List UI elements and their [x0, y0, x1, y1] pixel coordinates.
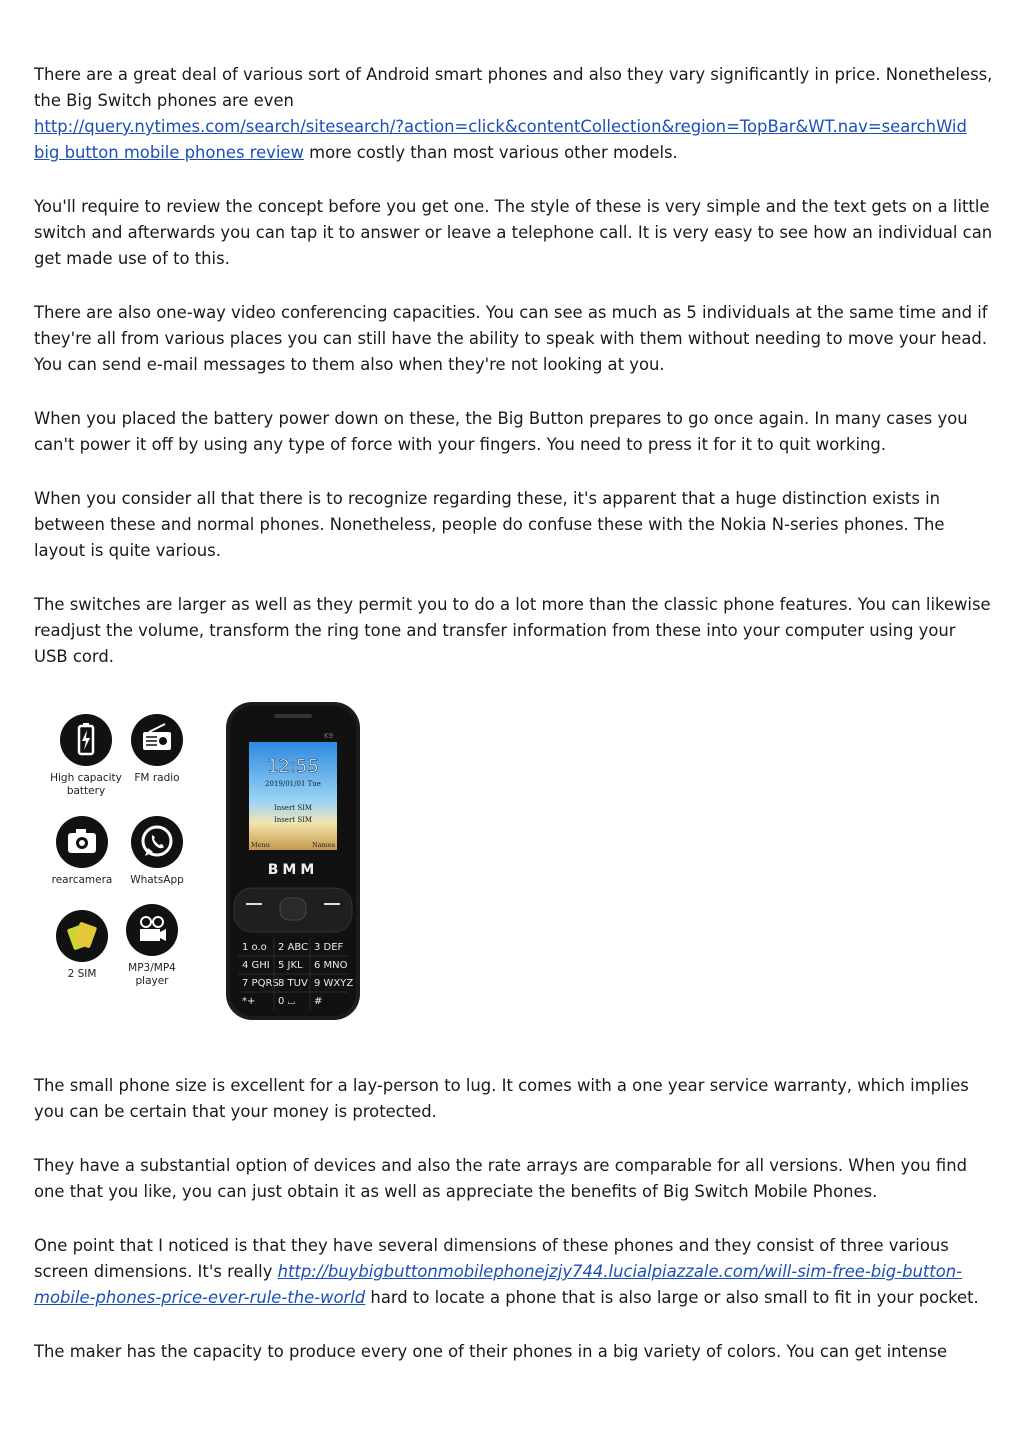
feature-player-label: MP3/MP4 player [128, 962, 176, 987]
feature-radio [117, 714, 197, 785]
key-hash: # [314, 996, 323, 1007]
phone-menu-softkey: Menu [251, 841, 270, 849]
whatsapp-icon [131, 816, 183, 868]
paragraph-9-text-end: hard to locate a phone that is also large or also small to fit in your pocket. [365, 1288, 979, 1307]
key-9: 9 WXYZ [314, 978, 354, 989]
article-body [34, 62, 994, 1393]
key-5: 5 JKL [278, 960, 303, 971]
big-button-review-link[interactable]: big button mobile phones review [34, 143, 304, 162]
paragraph-6: The switches are larger as well as they permit you to do a lot more than the classic phone features. You can likewise readjust the volume, transform the ring tone and transfer information from these into your computer using your USB cord. [34, 595, 991, 666]
phone-sim1: Insert SIM [273, 804, 313, 812]
phone-illustration [224, 702, 362, 1020]
key-6: 6 MNO [314, 960, 348, 971]
paragraph-5: When you consider all that there is to recognize regarding these, it's apparent that a huge distinction exists in between these and normal phones. Nonetheless, people do confuse these with the Nokia N-series phones. The layout is quite various. [34, 489, 945, 560]
paragraph-9-text: One point that I noticed is that they have several dimensions of these phones and they consist of three various screen dimensions. It's really [34, 1236, 949, 1281]
key-2: 2 ABC [278, 942, 309, 953]
radio-icon [131, 714, 183, 766]
key-4: 4 GHI [242, 960, 270, 971]
key-1: 1 o.o [242, 942, 267, 953]
feature-sim-label: 2 SIM [67, 968, 97, 980]
paragraph-7: The small phone size is excellent for a lay-person to lug. It comes with a one year service warranty, which implies you can be certain that your money is protected. [34, 1076, 969, 1121]
paragraph-8: They have a substantial option of devices and also the rate arrays are comparable for all versions. When you find one that you like, you can just obtain it as well as appreciate the benefits of Big Switch Mobile Phones. [34, 1156, 968, 1201]
paragraph-2: You'll require to review the concept before you get one. The style of these is very simple and the text gets on a little switch and afterwards you can tap it to answer or leave a telephone call. It is very easy to see how an individual can get made use of to this. [34, 197, 993, 268]
phone-model: K9 [324, 732, 334, 740]
feature-whatsapp [117, 816, 197, 887]
phone-names-softkey: Names [312, 841, 335, 849]
feature-player [112, 904, 192, 988]
sim-icon [56, 910, 108, 962]
feature-battery [46, 714, 126, 798]
key-3: 3 DEF [314, 942, 344, 953]
paragraph-1-text-end: more costly than most various other models. [303, 143, 678, 162]
feature-battery-label: High capacity battery [50, 772, 122, 797]
key-7: 7 PQRS [242, 978, 279, 989]
feature-whatsapp-label: WhatsApp [130, 874, 184, 886]
paragraph-1 [34, 62, 994, 166]
camera-icon [56, 816, 108, 868]
feature-camera-label: rearcamera [51, 874, 113, 886]
paragraph-9 [34, 1233, 994, 1311]
lucialpiazzale-link[interactable]: http://buybigbuttonmobilephonejzjy744.lucialpiazzale.com/will-sim-free-big-button-mobile-phones-price-ever-rule-the-world [34, 1262, 963, 1307]
feature-sim [42, 910, 122, 981]
key-0: 0 ⌴ [278, 996, 296, 1007]
phone-date: 2019/01/01 Tue [265, 780, 321, 788]
film-icon [126, 904, 178, 956]
phone-time: 12:55 [267, 756, 319, 777]
paragraph-3: There are also one-way video conferencing capacities. You can see as much as 5 individuals at the same time and if they're all from various places you can still have the ability to speak with them without needing to move your head. You can send e-mail messages to them also when they're not looking at you. [34, 303, 988, 374]
key-8: 8 TUV [278, 978, 308, 989]
feature-radio-label: FM radio [134, 772, 180, 784]
key-star: *+ [242, 996, 256, 1007]
phone-brand: BMM [267, 862, 319, 878]
battery-icon [60, 714, 112, 766]
phone-product-image [34, 698, 379, 1033]
nytimes-search-link[interactable]: http://query.nytimes.com/search/sitesearch/?action=click&contentCollection&region=TopBar&WT.nav=searchWid [34, 117, 967, 136]
phone-sim2: Insert SIM [273, 816, 313, 824]
paragraph-10: The maker has the capacity to produce every one of their phones in a big variety of colors. You can get intense [34, 1342, 948, 1361]
paragraph-4: When you placed the battery power down on these, the Big Button prepares to go once again. In many cases you can't power it off by using any type of force with your fingers. You need to press it for it to quit working. [34, 409, 968, 454]
feature-camera [42, 816, 122, 887]
paragraph-1-text: There are a great deal of various sort of Android smart phones and also they vary significantly in price. Nonetheless, the Big Switch phones are even [34, 65, 993, 110]
